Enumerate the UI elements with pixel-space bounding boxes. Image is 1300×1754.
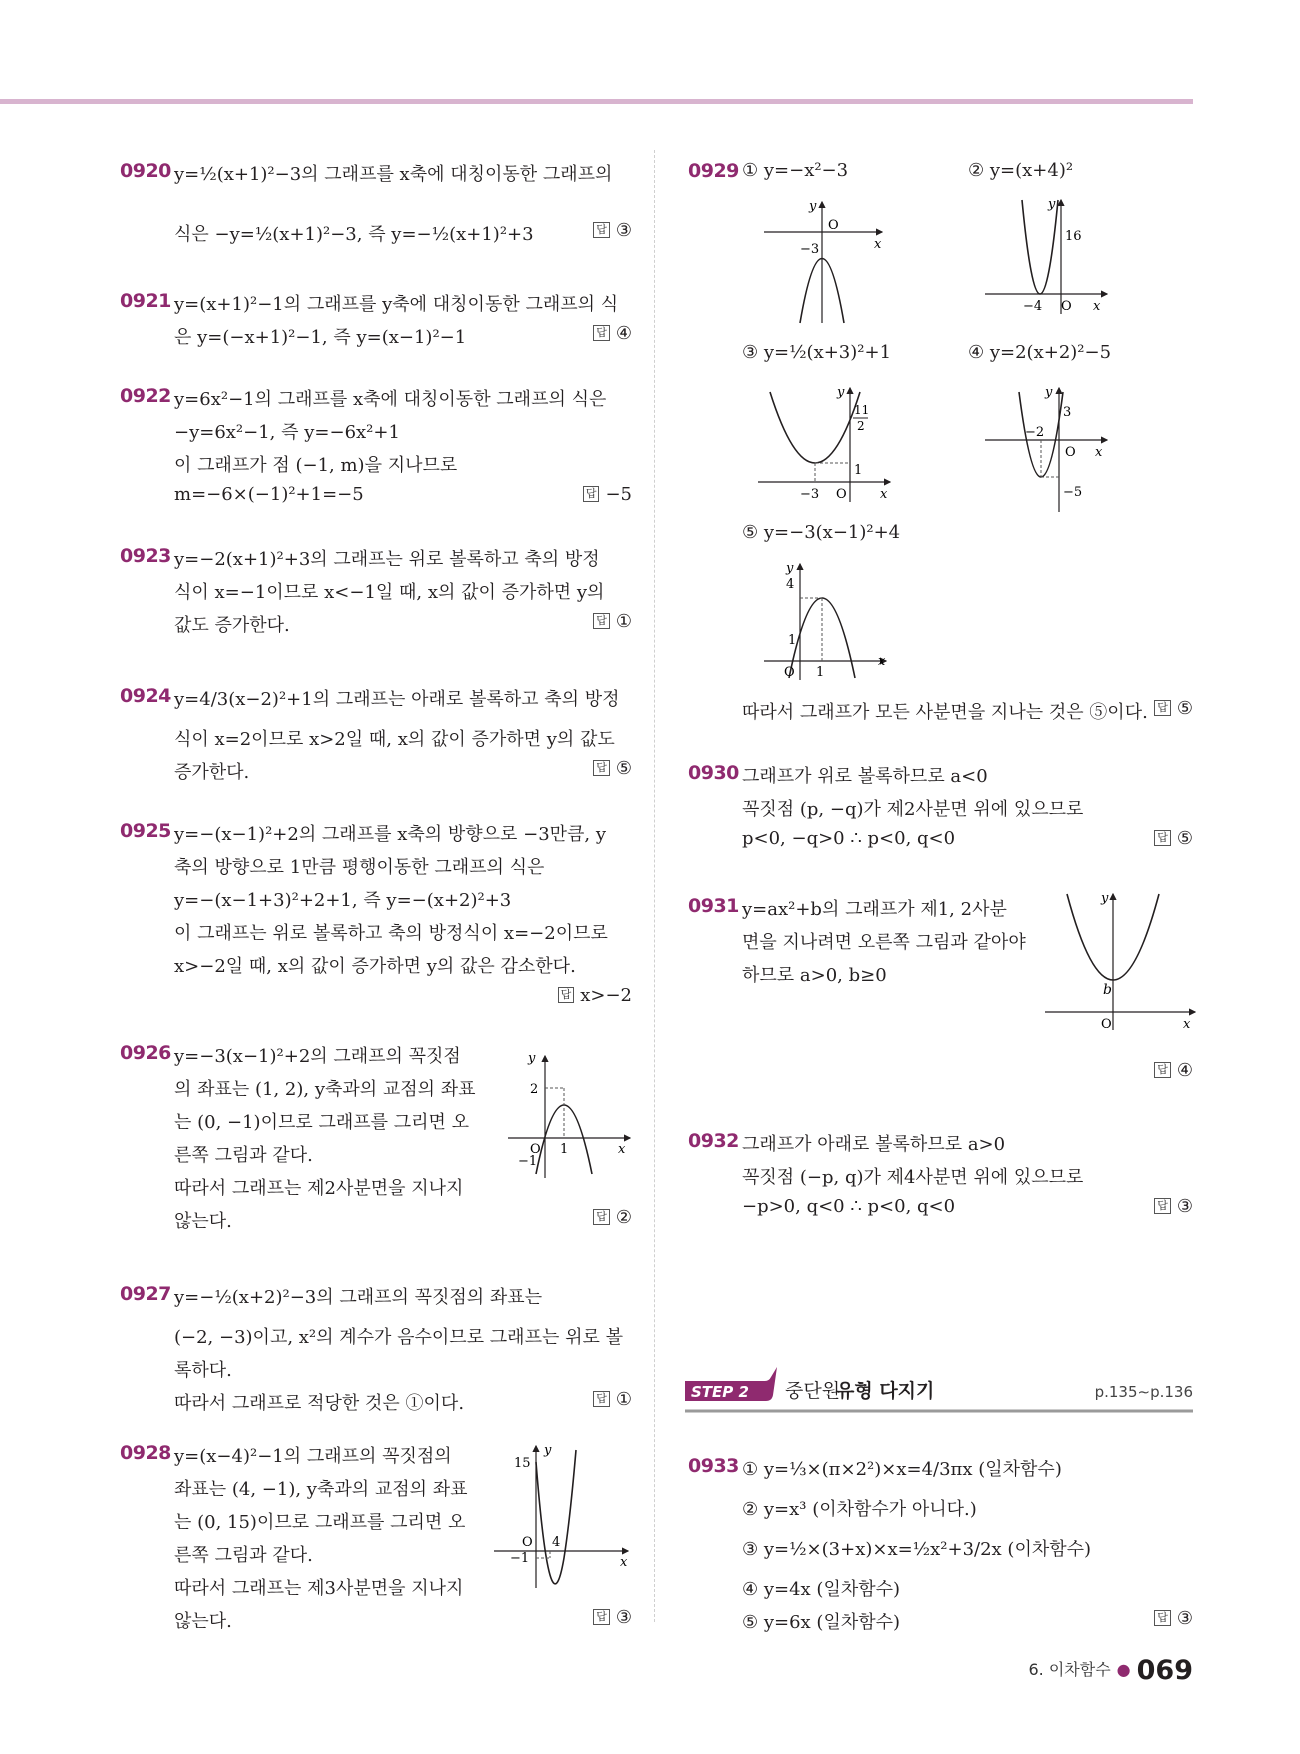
answer: [1154, 828, 1193, 849]
tick-label-minus5: −5: [1063, 485, 1083, 500]
x-axis-label: x: [618, 1142, 626, 1157]
origin-label: O: [522, 1535, 533, 1550]
solution-line: 하므로 a>0, b≥0: [742, 965, 887, 986]
answer: [593, 1207, 632, 1228]
answer-tag: 답: [1154, 830, 1171, 846]
x-axis-label: x: [874, 237, 882, 252]
x-axis-label: x: [1093, 299, 1101, 314]
solution-line: (−2, −3)이고, x²의 계수가 음수이므로 그래프는 위로 볼: [174, 1327, 623, 1348]
problem-number: 0926: [120, 1042, 171, 1064]
tick-label-15: 15: [514, 1456, 531, 1471]
answer-value: ③: [615, 220, 632, 241]
y-axis-label: y: [544, 1443, 552, 1458]
answer-value: ②: [615, 1207, 632, 1228]
solution-line: y=−½(x+2)²−3의 그래프의 꼭짓점의 좌표는: [174, 1287, 543, 1308]
parabola-curve: [770, 392, 860, 463]
answer: [1154, 1608, 1193, 1629]
solution-line: 은 y=(−x+1)²−1, 즉 y=(x−1)²−1: [174, 327, 467, 348]
page-footer: [1028, 1655, 1193, 1686]
tick-label-x1: 1: [816, 665, 825, 680]
answer-value: ④: [1176, 1060, 1193, 1081]
answer: [1154, 698, 1193, 719]
tick-label-minus3: −3: [800, 487, 820, 502]
origin-label: O: [1101, 1017, 1112, 1032]
option-2: ② y=(x+4)²: [968, 160, 1074, 181]
solution-line: 식은 −y=½(x+1)²−3, 즉 y=−½(x+1)²+3: [174, 224, 534, 245]
solution-line: x>−2일 때, x의 값이 증가하면 y의 값은 감소한다.: [174, 956, 576, 977]
parabola-curve: [1022, 200, 1058, 294]
solution-line: 른쪽 그림과 같다.: [174, 1145, 313, 1166]
y-axis-label: y: [1101, 891, 1109, 906]
problem-number: 0929: [688, 160, 739, 182]
solution-line: −p>0, q<0 ∴ p<0, q<0: [742, 1196, 956, 1217]
tick-label-1: 1: [854, 463, 863, 478]
answer-value: ①: [615, 1389, 632, 1410]
answer-value: ③: [615, 1607, 632, 1628]
solution-line: ③ y=½×(3+x)×x=½x²+3/2x (이차함수): [742, 1539, 1092, 1560]
origin-label: O: [1065, 445, 1076, 460]
solution-line: y=−2(x+1)²+3의 그래프는 위로 볼록하고 축의 방정: [174, 549, 600, 570]
answer-tag: 답: [593, 1609, 610, 1625]
origin-label: O: [836, 487, 847, 502]
origin-label: O: [530, 1142, 541, 1157]
answer-value: ③: [1176, 1196, 1193, 1217]
solution-line: p<0, −q>0 ∴ p<0, q<0: [742, 828, 956, 849]
problem-number: 0931: [688, 895, 739, 917]
option-4: ④ y=2(x+2)²−5: [968, 342, 1112, 363]
solution-line: 면을 지나려면 오른쪽 그림과 같아야: [742, 932, 1026, 953]
answer-tag: 답: [593, 760, 610, 776]
tick-label-1: 1: [788, 633, 797, 648]
solution-line: 좌표는 (4, −1), y축과의 교점의 좌표: [174, 1479, 468, 1500]
solution-line: y=−(x−1+3)²+2+1, 즉 y=−(x+2)²+3: [174, 890, 512, 911]
answer-tag: 답: [1154, 1062, 1171, 1078]
solution-line: y=½(x+1)²−3의 그래프를 x축에 대칭이동한 그래프의: [174, 164, 613, 185]
problem-number: 0933: [688, 1455, 739, 1477]
solution-line: 않는다.: [174, 1611, 232, 1632]
solution-line: 이 그래프는 위로 볼록하고 축의 방정식이 x=−2이므로: [174, 923, 608, 944]
solution-line: ⑤ y=6x (일차함수): [742, 1612, 901, 1633]
answer-tag: 답: [558, 987, 575, 1003]
tick-label-minus3: −3: [800, 242, 820, 257]
solution-line: 록하다.: [174, 1360, 232, 1381]
origin-label: O: [828, 218, 839, 233]
answer-value: −5: [605, 484, 632, 505]
answer-value: ③: [1176, 1608, 1193, 1629]
solution-line: 축의 방향으로 1만큼 평행이동한 그래프의 식은: [174, 857, 545, 878]
answer-tag: 답: [1154, 1610, 1171, 1626]
x-axis-label: x: [880, 487, 888, 502]
solution-line: 않는다.: [174, 1211, 232, 1232]
vertex-label-b: b: [1103, 982, 1112, 998]
solution-line: 값도 증가한다.: [174, 615, 290, 636]
graph-0931: [1045, 890, 1200, 1040]
problem-number: 0922: [120, 385, 171, 407]
graph-0928: [494, 1440, 634, 1590]
answer: [593, 323, 632, 344]
tick-label-11: 11: [854, 403, 870, 417]
answer-tag: 답: [1154, 1198, 1171, 1214]
problem-number: 0928: [120, 1442, 171, 1464]
solution-line: ① y=⅓×(π×2²)×x=4/3πx (일차함수): [742, 1459, 1062, 1480]
y-axis-label: y: [786, 561, 794, 576]
solution-line: −y=6x²−1, 즉 y=−6x²+1: [174, 422, 400, 443]
problem-number: 0924: [120, 685, 171, 707]
solution-line: 는 (0, 15)이므로 그래프를 그리면 오: [174, 1512, 466, 1533]
answer-value: ⑤: [1176, 698, 1193, 719]
graph-0929-option1: [764, 198, 894, 328]
problem-number: 0927: [120, 1283, 171, 1305]
x-axis-label: x: [620, 1555, 628, 1570]
answer: [1154, 1060, 1193, 1081]
option-5: ⑤ y=−3(x−1)²+4: [742, 522, 901, 543]
column-separator: [654, 150, 655, 1622]
answer-tag: 답: [593, 325, 610, 341]
solution-line: ② y=x³ (이차함수가 아니다.): [742, 1499, 977, 1520]
solution-line: 이 그래프가 점 (−1, m)을 지나므로: [174, 455, 458, 476]
option-3: ③ y=½(x+3)²+1: [742, 342, 892, 363]
solution-line: 따라서 그래프는 제2사분면을 지나지: [174, 1178, 464, 1199]
step2-page-range: p.135∼p.136: [1094, 1383, 1193, 1401]
solution-line: y=(x−4)²−1의 그래프의 꼭짓점의: [174, 1446, 452, 1467]
problem-number: 0921: [120, 290, 171, 312]
tick-label-2: 2: [530, 1082, 539, 1097]
solution-line: 꼭짓점 (p, −q)가 제2사분면 위에 있으므로: [742, 799, 1084, 820]
tick-label-minus1: −1: [510, 1551, 530, 1566]
solution-line: 그래프가 위로 볼록하므로 a<0: [742, 766, 988, 787]
solution-line: y=ax²+b의 그래프가 제1, 2사분: [742, 899, 1007, 920]
answer-tag: 답: [593, 222, 610, 238]
answer-tag: 답: [1154, 700, 1171, 716]
solution-line: 의 좌표는 (1, 2), y축과의 교점의 좌표: [174, 1079, 476, 1100]
conclusion: 따라서 그래프가 모든 사분면을 지나는 것은 ⑤이다.: [742, 702, 1148, 723]
page-number: 069: [1136, 1655, 1193, 1686]
tick-label-3: 3: [1063, 405, 1072, 420]
y-axis-label: y: [837, 385, 845, 400]
solution-line: 식이 x=2이므로 x>2일 때, x의 값이 증가하면 y의 값도: [174, 729, 615, 750]
step2-title-bold: 유형 다지기: [836, 1380, 935, 1402]
tick-label-4: 4: [786, 577, 795, 592]
solution-line: 따라서 그래프는 제3사분면을 지나지: [174, 1578, 464, 1599]
y-axis-label: y: [809, 199, 817, 214]
answer-value: ⑤: [1176, 828, 1193, 849]
problem-number: 0932: [688, 1130, 739, 1152]
parabola-curve: [536, 1450, 576, 1584]
problem-number: 0920: [120, 160, 171, 182]
tick-label-4: 4: [552, 1535, 561, 1550]
solution-line: y=−3(x−1)²+2의 그래프의 꼭짓점: [174, 1046, 461, 1067]
step2-title-plain: 중단원: [785, 1380, 841, 1402]
solution-line: y=6x²−1의 그래프를 x축에 대칭이동한 그래프의 식은: [174, 389, 607, 410]
y-axis-label: y: [1045, 385, 1053, 400]
answer-value: ④: [615, 323, 632, 344]
bullet-icon: ●: [1116, 1660, 1131, 1679]
answer-tag: 답: [593, 613, 610, 629]
problem-number: 0923: [120, 545, 171, 567]
answer: [1154, 1196, 1193, 1217]
answer-value: x>−2: [580, 985, 632, 1006]
tick-label-1: 1: [560, 1142, 569, 1157]
x-axis-label: x: [1183, 1017, 1191, 1032]
x-axis-label: x: [1095, 445, 1103, 460]
y-axis-label: y: [528, 1051, 536, 1066]
step2-badge-label: STEP 2: [691, 1383, 749, 1401]
solution-line: 꼭짓점 (−p, q)가 제4사분면 위에 있으므로: [742, 1167, 1084, 1188]
graph-0929-option5: [764, 560, 894, 685]
answer: [593, 611, 632, 632]
step2-banner: [685, 1365, 1193, 1417]
answer: [593, 1607, 632, 1628]
solution-line: 따라서 그래프로 적당한 것은 ①이다.: [174, 1393, 465, 1414]
answer-value: ⑤: [615, 758, 632, 779]
graph-0926: [508, 1050, 638, 1180]
solution-line: y=4/3(x−2)²+1의 그래프는 아래로 볼록하고 축의 방정: [174, 689, 620, 710]
chapter-label: 6. 이차함수: [1028, 1660, 1111, 1679]
answer-tag: 답: [593, 1391, 610, 1407]
graph-0929-option2: [985, 196, 1115, 316]
y-axis-label: y: [1048, 197, 1056, 212]
solution-line: ④ y=4x (일차함수): [742, 1579, 901, 1600]
answer: [558, 985, 632, 1006]
answer: [593, 1389, 632, 1410]
answer: [583, 484, 632, 505]
solution-line: 그래프가 아래로 볼록하므로 a>0: [742, 1134, 1006, 1155]
problem-number: 0930: [688, 762, 739, 784]
solution-line: y=(x+1)²−1의 그래프를 y축에 대칭이동한 그래프의 식: [174, 294, 619, 315]
answer: [593, 758, 632, 779]
origin-label: O: [784, 665, 795, 680]
tick-label-minus4: −4: [1023, 299, 1043, 314]
solution-line: 식이 x=−1이므로 x<−1일 때, x의 값이 증가하면 y의: [174, 582, 605, 603]
answer-tag: 답: [583, 486, 600, 502]
option-1: ① y=−x²−3: [742, 160, 849, 181]
solution-line: 증가한다.: [174, 762, 250, 783]
graph-0929-option3: [758, 384, 898, 504]
tick-label-2: 2: [857, 419, 865, 433]
tick-label-16: 16: [1065, 229, 1082, 244]
solution-line: 는 (0, −1)이므로 그래프를 그리면 오: [174, 1112, 470, 1133]
answer-tag: 답: [593, 1209, 610, 1225]
x-axis-label: x: [878, 654, 886, 669]
solution-line: m=−6×(−1)²+1=−5: [174, 484, 364, 505]
solution-line: 른쪽 그림과 같다.: [174, 1545, 313, 1566]
tick-label-minus1: −1: [518, 1154, 538, 1169]
answer: [593, 220, 632, 241]
graph-0929-option4: [985, 384, 1115, 514]
answer-value: ①: [615, 611, 632, 632]
top-decorative-bar: [0, 99, 1193, 104]
tick-label-minus2: −2: [1025, 425, 1045, 440]
problem-number: 0925: [120, 820, 171, 842]
origin-label: O: [1061, 299, 1072, 314]
solution-line: y=−(x−1)²+2의 그래프를 x축의 방향으로 −3만큼, y: [174, 824, 607, 845]
